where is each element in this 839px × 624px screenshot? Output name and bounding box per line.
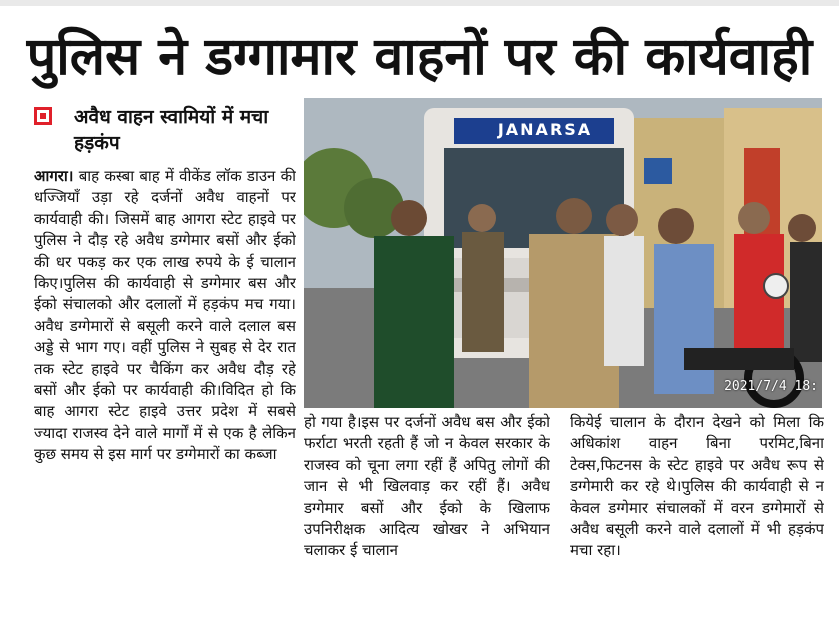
article-column-1 xyxy=(34,166,296,594)
article-column-2: हो गया है।इस पर दर्जनों अवैध बस और ईको फर्राटा भरती रहती हैं जो न केवल सरकार के राजस्व को चूना लगा रहीं हैं अपितु लोगों की जान से भी खिलवाड़ कर रहीं हैं। अवैध डग्गेमार बसों और ईको के खिलाफ उपनिरीक्षक आदित्य खोखर ने अभियान चलाकर ई चालान xyxy=(304,413,550,560)
headline: पुलिस ने डग्गामार वाहनों पर की कार्यवाही xyxy=(26,27,813,87)
news-photo xyxy=(304,98,822,408)
subheading: अवैध वाहन स्वामियों में मचा हड़कंप xyxy=(74,106,269,154)
top-divider xyxy=(0,0,839,6)
dateline: आगरा। xyxy=(34,167,74,185)
article-column-3: कियेई चालान के दौरान देखने को मिला कि अधिकांश वाहन बिना परमिट,बिना टेक्स,फिटनस के स्टेट हाइवे पर अवैध रूप से डग्गेमारी कर रहे थे।पुलिस की कार्यवाही से न केवल डग्गेमार संचालकों में वरन डग्गेमारों से अवैध बसूली करने वाले दलालों में भी हड़कंप मचा रहा। xyxy=(570,413,824,560)
checkbox-bullet-icon xyxy=(34,107,52,125)
photo-timestamp: 2021/7/4 18: xyxy=(724,379,818,394)
bus-sign: JANARSA xyxy=(497,120,593,139)
column-1-text: बाह कस्बा बाह में वीकेंड लॉक डाउन की धज्जियाँ उड़ा रहे दर्जनों अवैध वाहनों पर कार्यवाही की। जिसमें बाह आगरा स्टेट हाइवे पर पुलिस ने दौड़ रहे अवैध डग्गेमार बसों और ईको की धर पकड़ कर एक लाख रुपये के ई चालान किए।पुलिस की कार्यवाही से डग्गेमार बस और ईको संचालको और दलालों में हड़कंप मच गया।अवैध डग्गेमारों से बसूली करने वाले दलाल बस अड्डे से भाग गए। वहीं पुलिस ने सुबह से देर रात तक स्टेट हाइवे पर चैकिंग कर अवैध दौड़ रहे बसों और ईको पर कार्यवाही की।विदित हो कि बाह आगरा स्टेट हाइवे उत्तर प्रदेश में सबसे ज्यादा राजस्व देने वाले मार्गों में से एक है लेकिन कुछ समय से इस मार्ग पर डग्गेमारों का कब्जा xyxy=(34,167,296,464)
photo-illustration xyxy=(304,98,822,408)
